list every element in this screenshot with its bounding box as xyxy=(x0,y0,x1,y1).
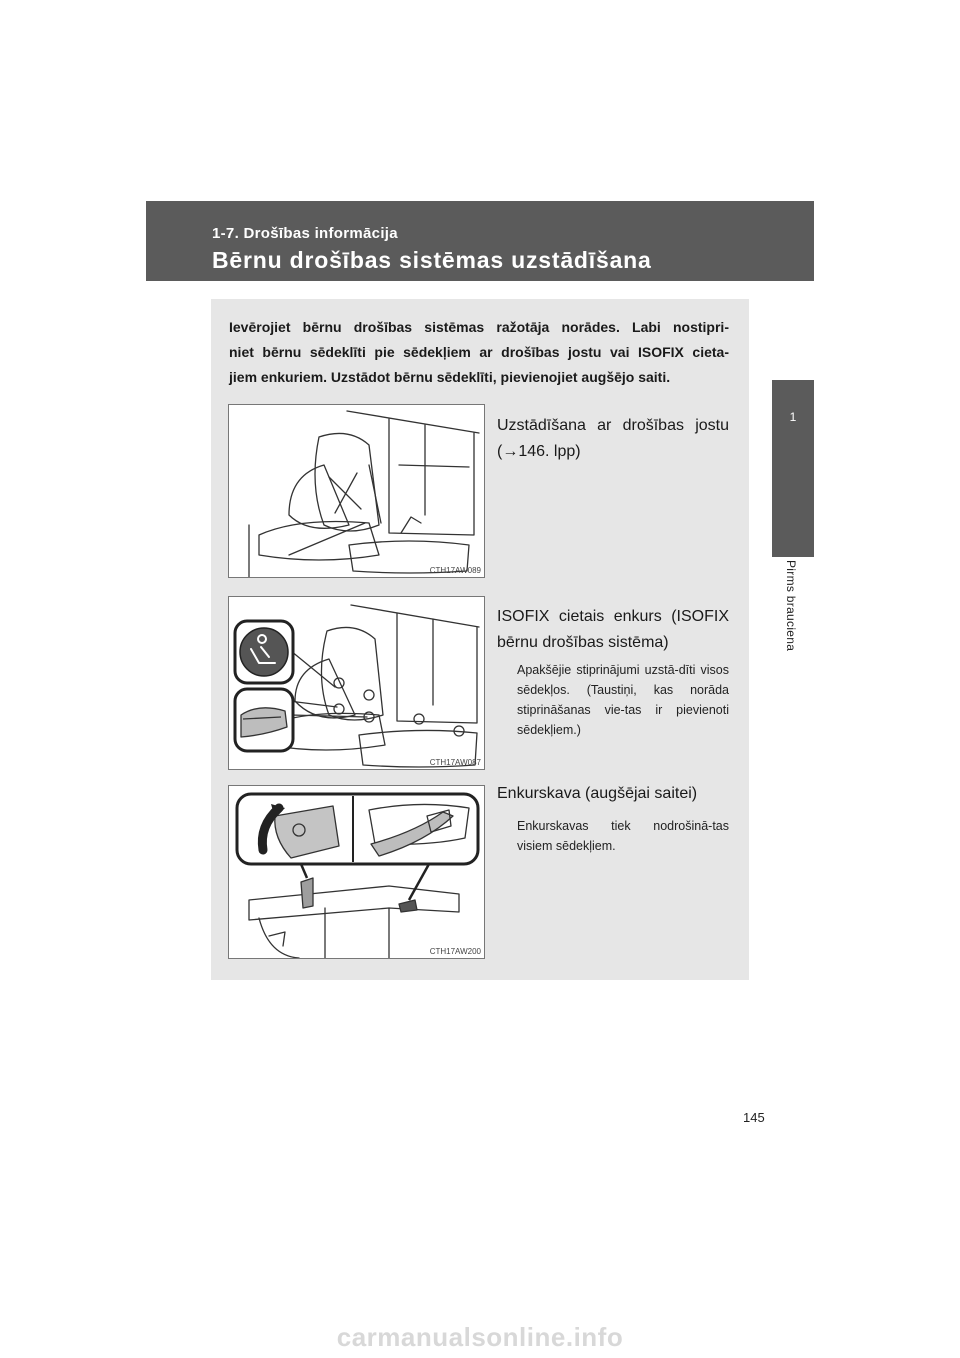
child-seat-belt-illustration xyxy=(229,405,485,578)
tether-anchor-illustration xyxy=(229,786,485,959)
intro-line-1: Ievērojiet bērnu drošības sistēmas ražotāja norādes. Labi nostipri- xyxy=(229,319,729,335)
intro-text xyxy=(229,315,729,390)
item-title-seatbelt-ref[interactable]: (→146. lpp) xyxy=(497,443,581,460)
intro-line-3: jiem enkuriem. Uzstādot bērnu sēdeklīti, pievienojiet augšējo saiti. xyxy=(229,369,671,385)
chapter-label: Pirms brauciena xyxy=(784,560,798,652)
item-description-tether: Enkurskavas tiek nodrošinā-tas visiem sēdekļiem. xyxy=(517,819,729,853)
section-label: 1-7. Drošības informācija xyxy=(212,225,398,242)
intro-line-2: niet bērnu sēdeklīti pie sēdekļiem ar drošības jostu vai ISOFIX cieta- xyxy=(229,344,729,360)
page-header xyxy=(146,201,814,281)
watermark[interactable]: carmanualsonline.info xyxy=(336,1322,624,1352)
chapter-tab[interactable] xyxy=(772,380,814,557)
page-number: 145 xyxy=(743,1110,765,1125)
image-code: CTH17AW087 xyxy=(429,758,481,767)
item-title-isofix-cont: bērnu drošības sistēma) xyxy=(497,634,669,651)
chapter-number: 1 xyxy=(789,410,797,424)
item-description-isofix: Apakšējie stiprinājumi uzstā-dīti visos sēdekļos. (Taustiņi, kas norāda stiprināšanas vie-tas ir pievienoti sēdekļiem.) xyxy=(517,663,729,737)
isofix-illustration xyxy=(229,597,485,770)
image-code: CTH17AW089 xyxy=(429,566,481,575)
figure-isofix xyxy=(228,596,485,770)
image-code: CTH17AW200 xyxy=(429,947,481,956)
figure-seatbelt-installation xyxy=(228,404,485,578)
page-title: Bērnu drošības sistēmas uzstādīšana xyxy=(212,247,652,273)
item-title-isofix: ISOFIX cietais enkurs (ISOFIX xyxy=(497,608,729,625)
item-title-tether: Enkurskava (augšējai saitei) xyxy=(497,785,698,802)
figure-tether-anchor xyxy=(228,785,485,959)
item-title-seatbelt: Uzstādīšana ar drošības jostu xyxy=(497,417,729,434)
